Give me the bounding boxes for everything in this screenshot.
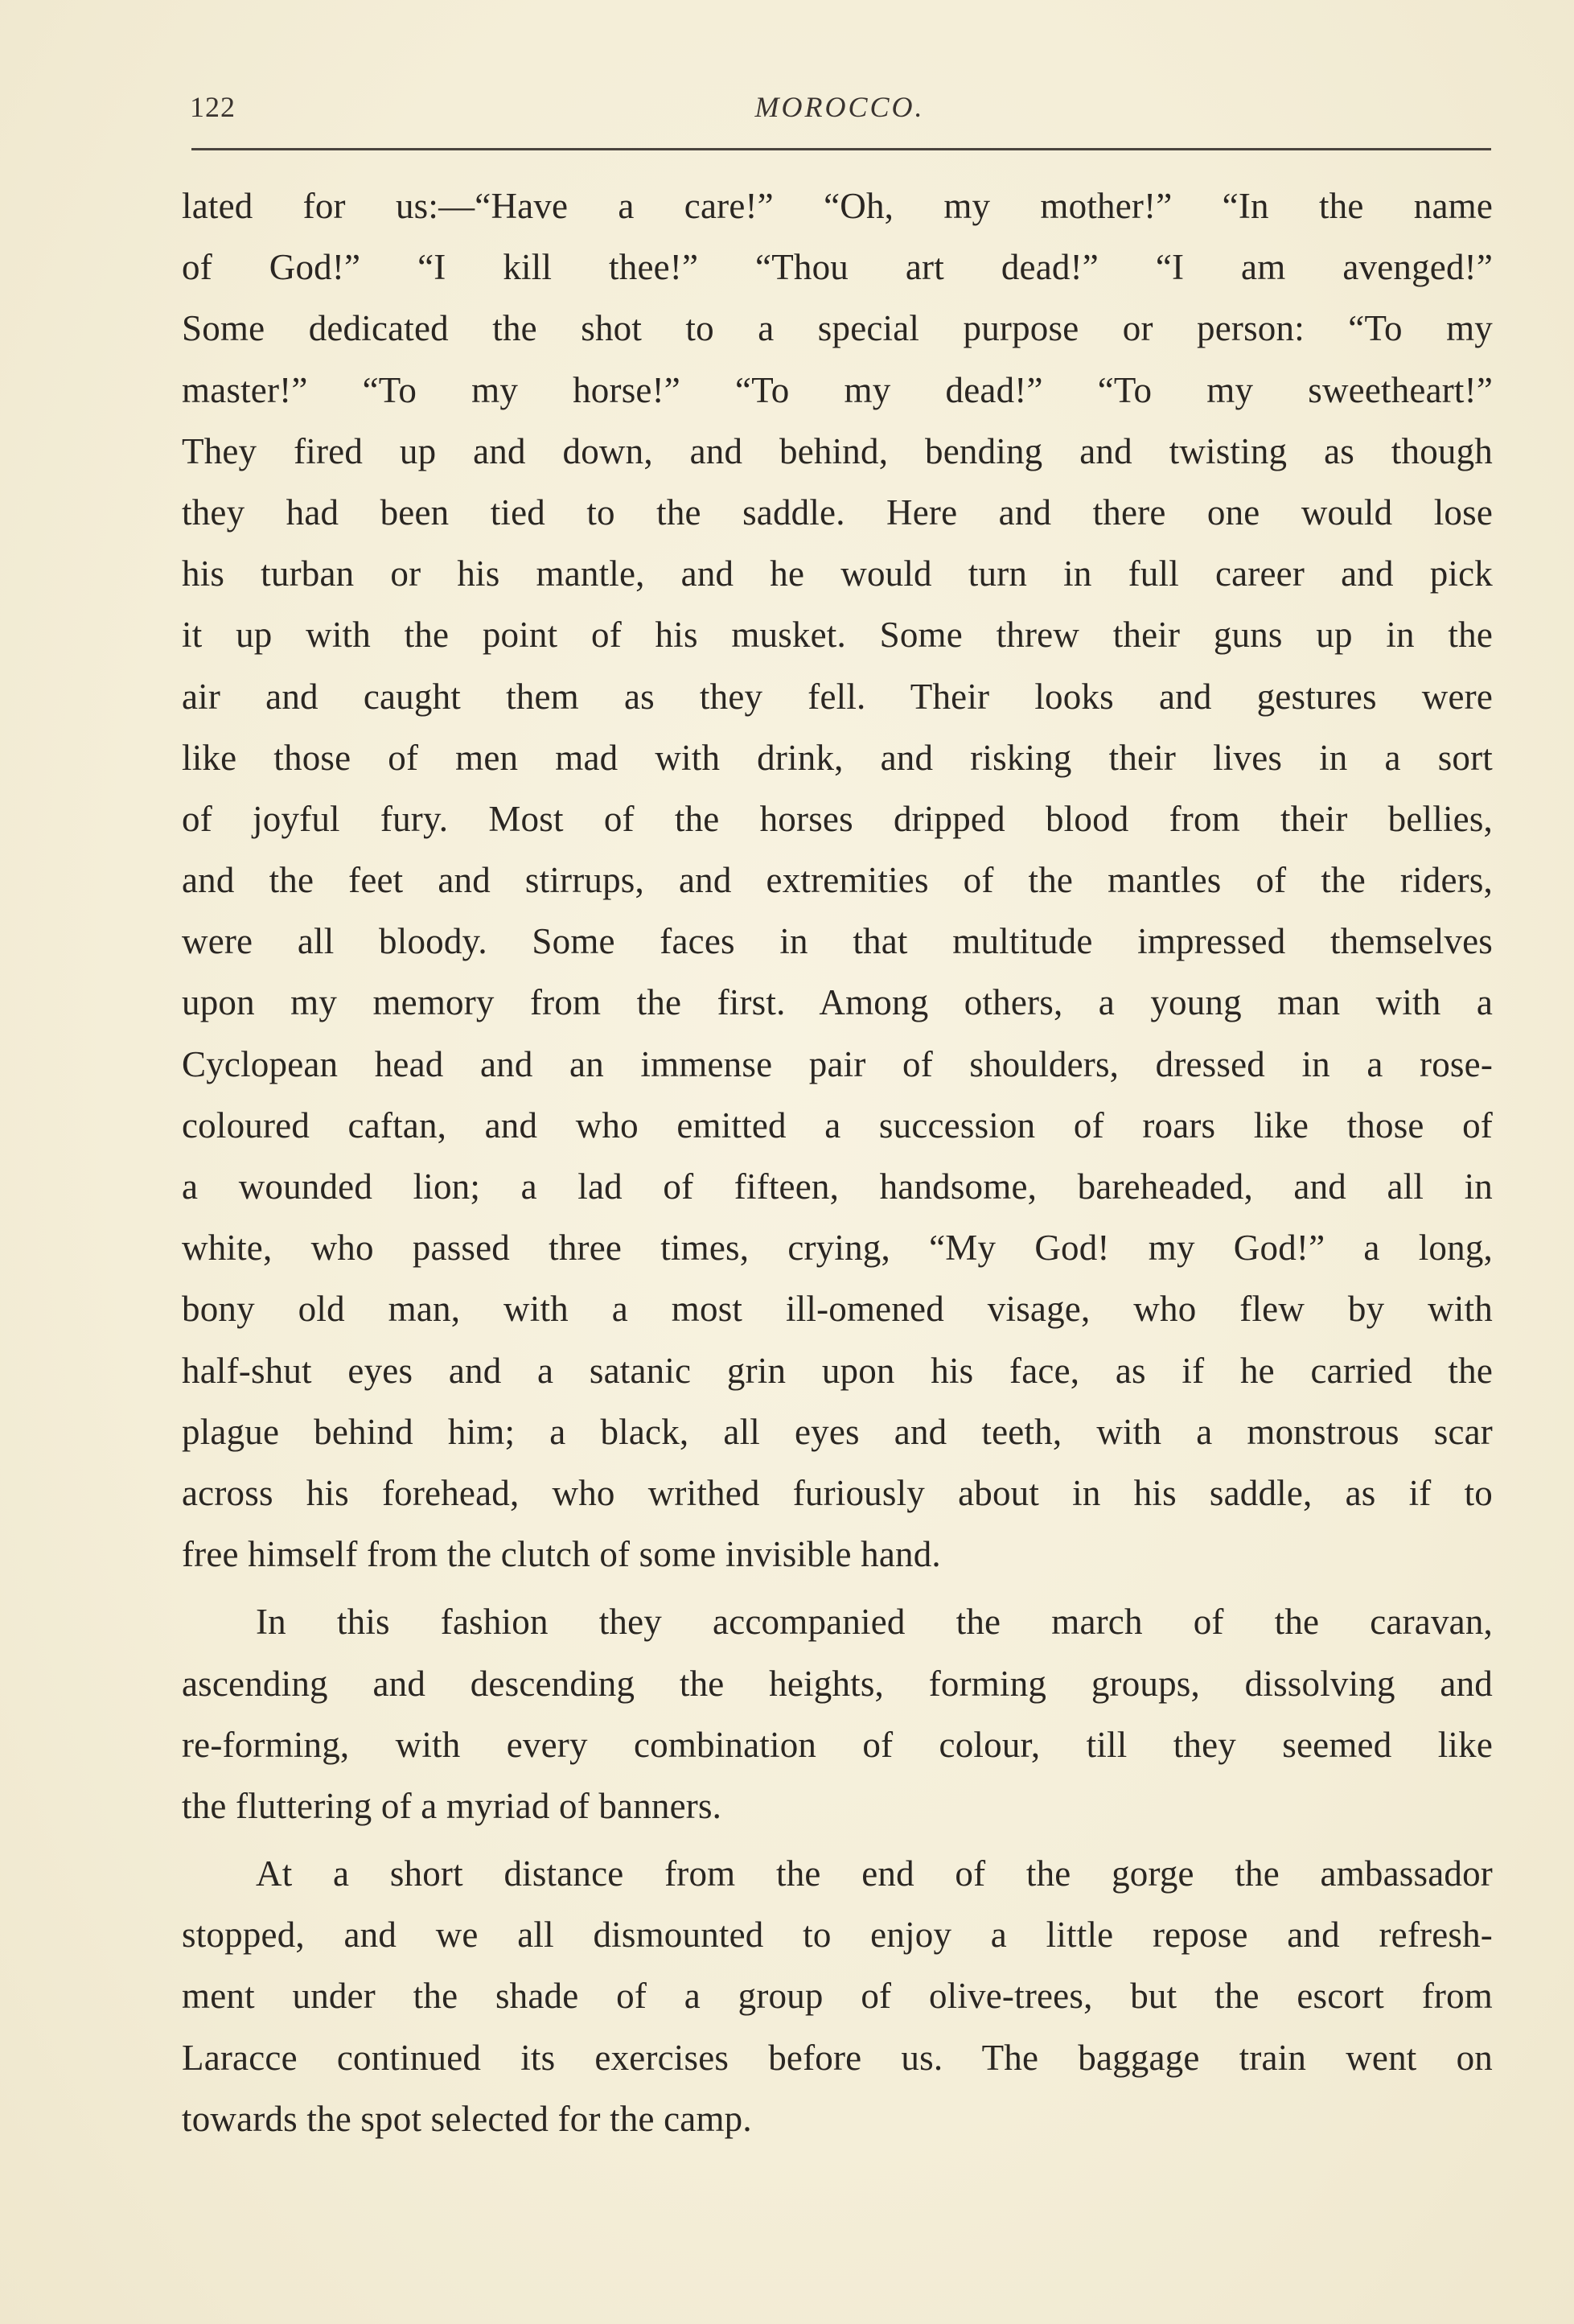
text-line: of God!” “I kill thee!” “Thou art dead!” “I am avenged!” — [182, 247, 1493, 288]
text-line: In this fashion they accompanied the march of the caravan, — [256, 1602, 1493, 1643]
page-number: 122 — [190, 91, 236, 123]
text-line: They fired up and down, and behind, bending and twisting as though — [182, 430, 1493, 471]
text-line: towards the spot selected for the camp. — [182, 2098, 752, 2139]
text-line: and the feet and stirrups, and extremities of the mantles of the riders, — [182, 860, 1493, 901]
text-line: lated for us:—“Have a care!” “Oh, my mother!” “In the name — [182, 186, 1493, 226]
text-line: white, who passed three times, crying, “My God! my God!” a long, — [182, 1228, 1493, 1269]
running-title: MOROCCO. — [754, 91, 925, 123]
text-line: At a short distance from the end of the gorge the ambassador — [256, 1853, 1493, 1894]
paragraph — [182, 1843, 1493, 2149]
text-line: ment under the shade of a group of olive-trees, but the escort from — [182, 1976, 1493, 2017]
text-line: across his forehead, who writhed furiously about in his saddle, as if to — [182, 1472, 1493, 1513]
text-line: stopped, and we all dismounted to enjoy a little repose and refresh- — [182, 1915, 1493, 1956]
text-line: coloured caftan, and who emitted a succession of roars like those of — [182, 1104, 1493, 1146]
text-line: upon my memory from the first. Among others, a young man with a — [182, 982, 1493, 1023]
paragraph-gap — [182, 1837, 1493, 1843]
text-line: re-forming, with every combination of colour, till they seemed like — [182, 1724, 1493, 1765]
text-line: his turban or his mantle, and he would turn in full career and pick — [182, 553, 1493, 594]
text-line: the fluttering of a myriad of banners. — [182, 1785, 722, 1826]
text-line: of joyful fury. Most of the horses dripped blood from their bellies, — [182, 798, 1493, 839]
text-line: Laracce continued its exercises before us. The baggage train went on — [182, 2037, 1493, 2078]
text-line: plague behind him; a black, all eyes and teeth, with a monstrous scar — [182, 1411, 1493, 1452]
text-line: bony old man, with a most ill-omened visage, who flew by with — [182, 1289, 1493, 1330]
text-line: like those of men mad with drink, and risking their lives in a sort — [182, 737, 1493, 778]
text-line: Some dedicated the shot to a special purpose or person: “To my — [182, 308, 1493, 349]
text-line: they had been tied to the saddle. Here and there one would lose — [182, 492, 1493, 533]
text-line: Cyclopean head and an immense pair of shoulders, dressed in a rose- — [182, 1043, 1493, 1084]
text-line: it up with the point of his musket. Some threw their guns up in the — [182, 615, 1493, 656]
text-line: half-shut eyes and a satanic grin upon his face, as if he carried the — [182, 1350, 1493, 1391]
paragraph-gap — [182, 1585, 1493, 1591]
text-line: ascending and descending the heights, forming groups, dissolving and — [182, 1663, 1493, 1704]
text-line: a wounded lion; a lad of fifteen, handsome, bareheaded, and all in — [182, 1166, 1493, 1207]
page-header — [190, 84, 1490, 132]
text-line: air and caught them as they fell. Their looks and gestures were — [182, 676, 1493, 717]
paragraph — [182, 175, 1493, 1585]
text-line: were all bloody. Some faces in that multitude impressed themselves — [182, 921, 1493, 962]
header-rule — [191, 148, 1491, 150]
body-text — [182, 175, 1493, 2149]
text-line: free himself from the clutch of some invisible hand. — [182, 1534, 941, 1575]
text-line: master!” “To my horse!” “To my dead!” “To my sweetheart!” — [182, 369, 1493, 410]
paragraph — [182, 1591, 1493, 1837]
